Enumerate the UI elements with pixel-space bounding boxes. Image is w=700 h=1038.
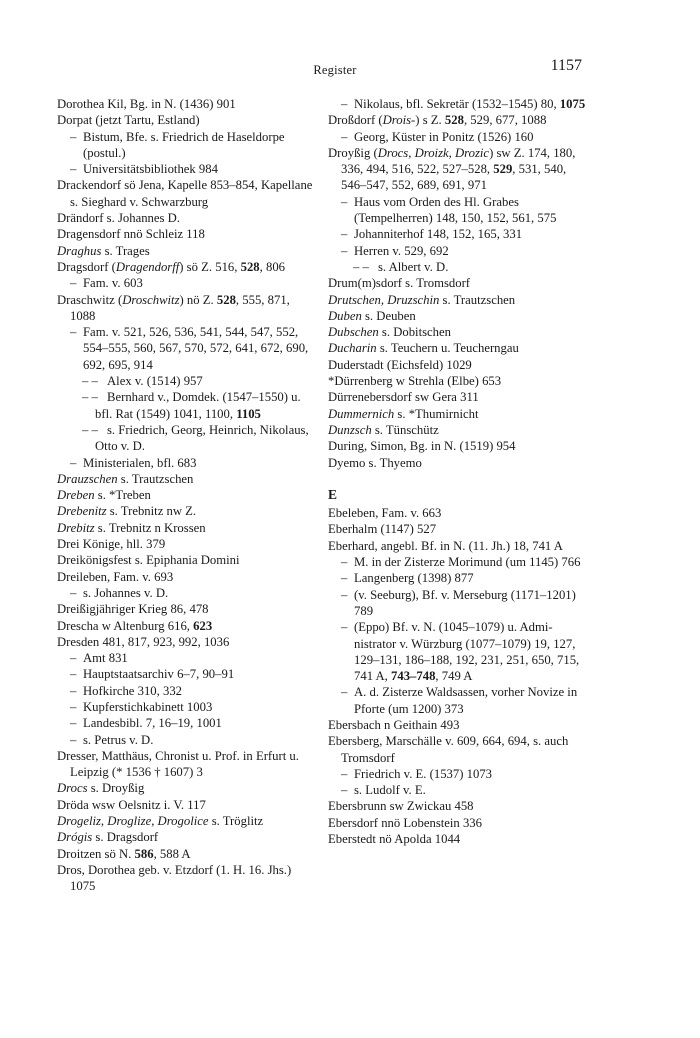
index-entry: Ebersdorf nnö Lobenstein 336: [328, 815, 482, 830]
index-entry: Drackendorf sö Jena, Kapelle 853–854, Kapellane s. Sieghard v. Schwarzburg: [57, 178, 313, 209]
index-subentry: – Johanniterhof 148, 152, 165, 331: [341, 227, 523, 242]
index-entry: Drescha w Altenburg 616, 623: [57, 618, 213, 633]
index-entry: Dubschen s. Dobitschen: [328, 325, 451, 340]
index-entry: Duben s. Deuben: [328, 308, 416, 323]
index-entry: Dresden 481, 817, 923, 992, 1036: [57, 634, 230, 649]
index-subsubentry: – – Alex v. (1514) 957: [82, 374, 203, 389]
index-entry: Drei Könige, hll. 379: [57, 537, 166, 552]
index-entry: Dröda wsw Oelsnitz i. V. 117: [57, 797, 206, 812]
index-subentry: – (v. Seeburg), Bf. v. Merseburg (1171–1201) 789: [341, 587, 576, 618]
index-entry: Drum(m)sdorf s. Tromsdorf: [328, 276, 471, 291]
index-entry: Duderstadt (Eichsfeld) 1029: [328, 357, 472, 372]
index-entry: Dresser, Matthäus, Chronist u. Prof. in Erfurt u. Leipzig (* 1536 † 1607) 3: [57, 748, 299, 780]
index-entry: Drebenitz s. Trebnitz nw Z.: [57, 504, 197, 519]
index-entry: Ebersberg, Marschälle v. 609, 664, 694, s. auch Tromsdorf: [328, 734, 569, 765]
index-subentry: – s. Ludolf v. E.: [341, 783, 426, 798]
index-subentry: – Haus vom Orden des Hl. Grabes (Tempelherren) 148, 150, 152, 561, 575: [341, 194, 557, 226]
index-entry: Dreileben, Fam. v. 693: [57, 569, 174, 584]
index-entry: Dorpat (jetzt Tartu, Estland): [57, 113, 200, 128]
index-entry: Dyemo s. Thyemo: [328, 455, 422, 470]
index-entry: Ebersbach n Geithain 493: [328, 717, 460, 732]
index-entry: Dros, Dorothea geb. v. Etzdorf (1. H. 16. Jhs.) 1075: [57, 862, 292, 894]
index-entry: Drauzschen s. Trautzschen: [57, 471, 194, 486]
index-entry: Drógis s. Dragsdorf: [57, 830, 159, 845]
index-entry: *Dürrenberg w Strehla (Elbe) 653: [328, 374, 502, 389]
index-entry: Drogeliz, Droglize, Drogolice s. Tröglitz: [57, 814, 264, 829]
index-subentry: – Fam. v. 521, 526, 536, 541, 544, 547, 552, 554–555, 560, 567, 570, 572, 641, 672, 690, 692, 695, 914: [70, 325, 309, 372]
index-subentry: – Georg, Küster in Ponitz (1526) 160: [341, 129, 534, 144]
index-subsubentry: – – Bernhard v., Domdek. (1547–1550) u. bfl. Rat (1549) 1041, 1100, 1105: [82, 390, 301, 421]
index-entry: Dunzsch s. Tünschütz: [328, 422, 439, 437]
index-subentry: – Ministerialen, bfl. 683: [70, 455, 197, 470]
index-subentry: – s. Johannes v. D.: [70, 585, 169, 600]
index-subentry: – Hofkirche 310, 332: [70, 683, 183, 698]
index-entry: Dummernich s. *Thumirnicht: [328, 406, 479, 421]
index-column-right: [328, 96, 586, 847]
index-entry: Dragsdorf (Dragendorff) sö Z. 516, 528, 806: [57, 259, 286, 274]
index-entry: Droitzen sö N. 586, 588 A: [57, 846, 191, 861]
index-entry: Draghus s. Trages: [57, 243, 150, 258]
page-number: 1157: [550, 57, 582, 74]
index-subentry: – Landesbibl. 7, 16–19, 1001: [70, 716, 222, 731]
index-subentry: – M. in der Zisterze Morimund (um 1145) 766: [341, 555, 581, 570]
running-header-title: Register: [313, 63, 357, 77]
index-subentry: – Fam. v. 603: [70, 276, 143, 291]
section-letter-heading: E: [328, 486, 338, 502]
index-entry: Drändorf s. Johannes D.: [57, 211, 180, 226]
index-column-left: [57, 96, 315, 895]
index-entry: Dreikönigsfest s. Epiphania Domini: [57, 553, 240, 568]
index-subentry: – Bistum, Bfe. s. Friedrich de Haseldorpe (postul.): [70, 129, 285, 160]
index-entry: Dreißigjähriger Krieg 86, 478: [57, 602, 209, 617]
index-entry: During, Simon, Bg. in N. (1519) 954: [328, 439, 516, 454]
index-subentry: – s. Petrus v. D.: [70, 732, 154, 747]
index-subentry: – Kupferstichkabinett 1003: [70, 699, 213, 714]
index-entry: Ebeleben, Fam. v. 663: [328, 506, 442, 521]
index-entry: Drebitz s. Trebnitz n Krossen: [57, 520, 206, 535]
index-subentry: – Nikolaus, bfl. Sekretär (1532–1545) 80, 1075: [341, 97, 586, 111]
index-subentry: – Friedrich v. E. (1537) 1073: [341, 766, 493, 781]
index-subentry: – Herren v. 529, 692: [341, 243, 449, 258]
index-entry: Draschwitz (Droschwitz) nö Z. 528, 555, 871, 1088: [57, 292, 290, 323]
index-subentry: – Universitätsbibliothek 984: [70, 162, 218, 177]
index-entry: Eberhalm (1147) 527: [328, 522, 437, 537]
index-subsubentry: – – s. Friedrich, Georg, Heinrich, Nikolaus, Otto v. D.: [82, 422, 309, 454]
index-entry: Ducharin s. Teuchern u. Teucherngau: [328, 341, 519, 356]
index-entry: Dragensdorf nnö Schleiz 118: [57, 227, 205, 242]
index-subentry: – Hauptstaatsarchiv 6–7, 90–91: [70, 667, 235, 682]
index-entry: Droyßig (Drocs, Droizk, Drozic) sw Z. 174, 180, 336, 494, 516, 522, 527–528, 529, 531, 540, 546–547, 552, 689, 691, 971: [328, 145, 576, 193]
index-entry: Drutschen, Druzschin s. Trautzschen: [328, 292, 516, 307]
index-entry: Eberhard, angebl. Bf. in N. (11. Jh.) 18, 741 A: [328, 538, 563, 553]
index-subentry: – (Eppo) Bf. v. N. (1045–1079) u. Administrator v. Würzburg (1077–1079) 19, 127, 129–131, 186–188, 192, 231, 251, 650, 715, 741 A, 743–748, 749 A: [341, 620, 580, 684]
index-subentry: – Amt 831: [70, 651, 128, 666]
index-subsubentry: – – s. Albert v. D.: [353, 259, 449, 274]
index-entry: Drocs s. Droyßig: [57, 781, 145, 796]
index-entry: Dürrenebersdorf sw Gera 311: [328, 390, 479, 405]
index-entry: Dorothea Kil, Bg. in N. (1436) 901: [57, 97, 236, 111]
index-entry: Eberstedt nö Apolda 1044: [328, 832, 461, 847]
index-subentry: – A. d. Zisterze Waldsassen, vorher Novize in Pforte (um 1200) 373: [341, 685, 578, 716]
index-entry: Ebersbrunn sw Zwickau 458: [328, 799, 474, 814]
index-entry: Droßdorf (Drois-) s Z. 528, 529, 677, 1088: [328, 113, 547, 128]
index-entry: Dreben s. *Treben: [57, 488, 151, 503]
index-subentry: – Langenberg (1398) 877: [341, 571, 474, 586]
